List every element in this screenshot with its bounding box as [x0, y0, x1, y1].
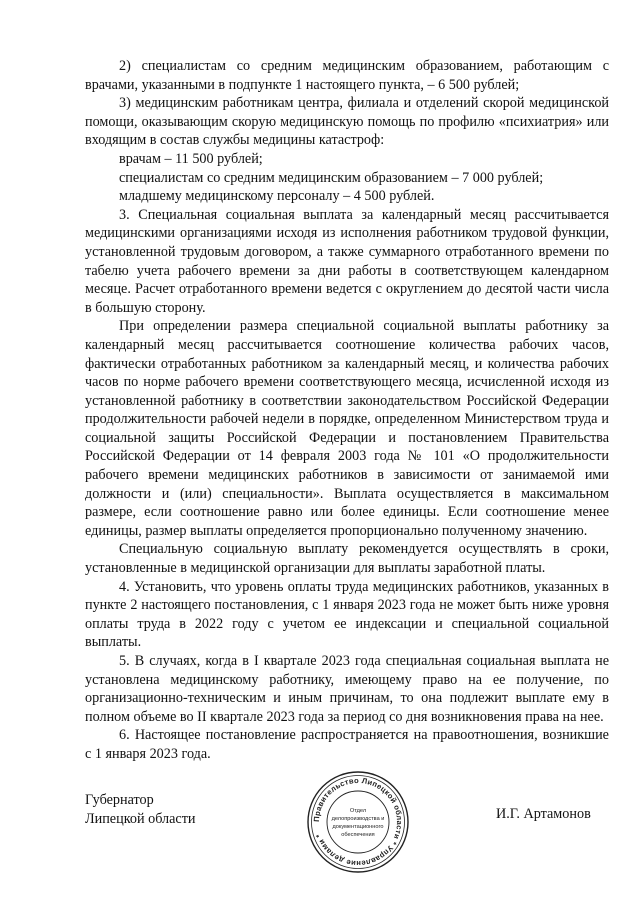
signatory-name: И.Г. Артамонов [496, 806, 591, 822]
paragraph-point-3: 3. Специальная социальная выплата за календарный месяц рассчитывается медицинскими организациями исходя из исполнения работником трудовой функции, установленной трудовым договором, а также суммарного отработанного времени по табелю учета рабочего времени за дни работы в соответствующем календарном месяце. Расчет отработанного времени ведется с округлением до десятой части числа в большую сторону. [85, 206, 609, 316]
paragraph-item-3: 3) медицинским работникам центра, филиала и отделений скорой медицинской помощи, оказывающим скорую медицинскую помощь по профилю «психиатрия» или входящим в состав службы медицины катастроф: [85, 95, 609, 149]
stamp-center-line-3: документационного [332, 824, 384, 830]
rate-nurses: специалистам со средним медицинским образованием – 7 000 рублей; [119, 169, 544, 186]
rate-doctors: врачам – 11 500 рублей; [119, 150, 263, 167]
paragraph-calculation: При определении размера специальной социальной выплаты работнику за календарный месяц рассчитывается соотношение количества рабочих часов, фактически отработанных работником за календарный месяц, и количества рабочих часов по норме рабочего времени соответствующего месяца, исчисленной исходя из установленной работнику в соответствии законодательством Российской Федерации продолжительности рабочей недели в порядке, определенном Министерством труда и социальной защиты Российской Федерации и постановлением Правительства Российской Федерации от 14 февраля 2003 года № 101 «О продолжительности рабочего времени медицинских работников в зависимости от занимаемой ими должности и (или) специальности». Выплата осуществляется в максимальном размере, если соотношение равно или более единицы. Если соотношение менее единицы, размер выплаты определяется пропорционально полученному значению. [85, 318, 609, 539]
stamp-seal-graphic [306, 770, 410, 874]
stamp-center-line-1: Отдел [349, 808, 367, 814]
stamp-outer-text: Правительство Липецкой области * Управление делами * [311, 775, 405, 869]
paragraph-item-2: 2) специалистам со средним медицинским образованием, работающим с врачами, указанными в подпункте 1 настоящего пункта, – 6 500 рублей; [85, 58, 609, 93]
paragraph-point-5: 5. В случаях, когда в I квартале 2023 года специальная социальная выплата не установлена медицинскому работнику, имеющему право на ее получение, по организационно-техническим и иным причинам, то она подлежит выплате ему в полном объеме во II квартале 2023 года за период со дня возникновения права на нее. [85, 653, 609, 725]
paragraph-payment-terms: Специальную социальную выплату рекомендуется осуществлять в сроки, установленные в медицинской организации для выплаты заработной платы. [85, 541, 609, 577]
rate-junior-staff: младшему медицинскому персоналу – 4 500 рублей. [119, 188, 435, 205]
official-stamp [306, 770, 410, 874]
paragraph-point-4: 4. Установить, что уровень оплаты труда медицинских работников, указанных в пункте 2 настоящего постановления, с 1 января 2023 года не может быть ниже уровня оплаты труда в 2022 году с учетом ее индексации и специальной социальной выплаты. [85, 578, 609, 651]
signatory-position [85, 791, 196, 829]
stamp-center-line-4: обеспечения [341, 832, 375, 838]
stamp-center-line-2: делопроизводства и [331, 816, 385, 822]
signatory-region: Липецкой области [85, 811, 196, 827]
paragraph-point-6: 6. Настоящее постановление распространяется на правоотношения, возникшие с 1 января 2023 года. [85, 727, 609, 762]
document-body [85, 57, 609, 764]
signatory-title: Губернатор [85, 792, 154, 808]
